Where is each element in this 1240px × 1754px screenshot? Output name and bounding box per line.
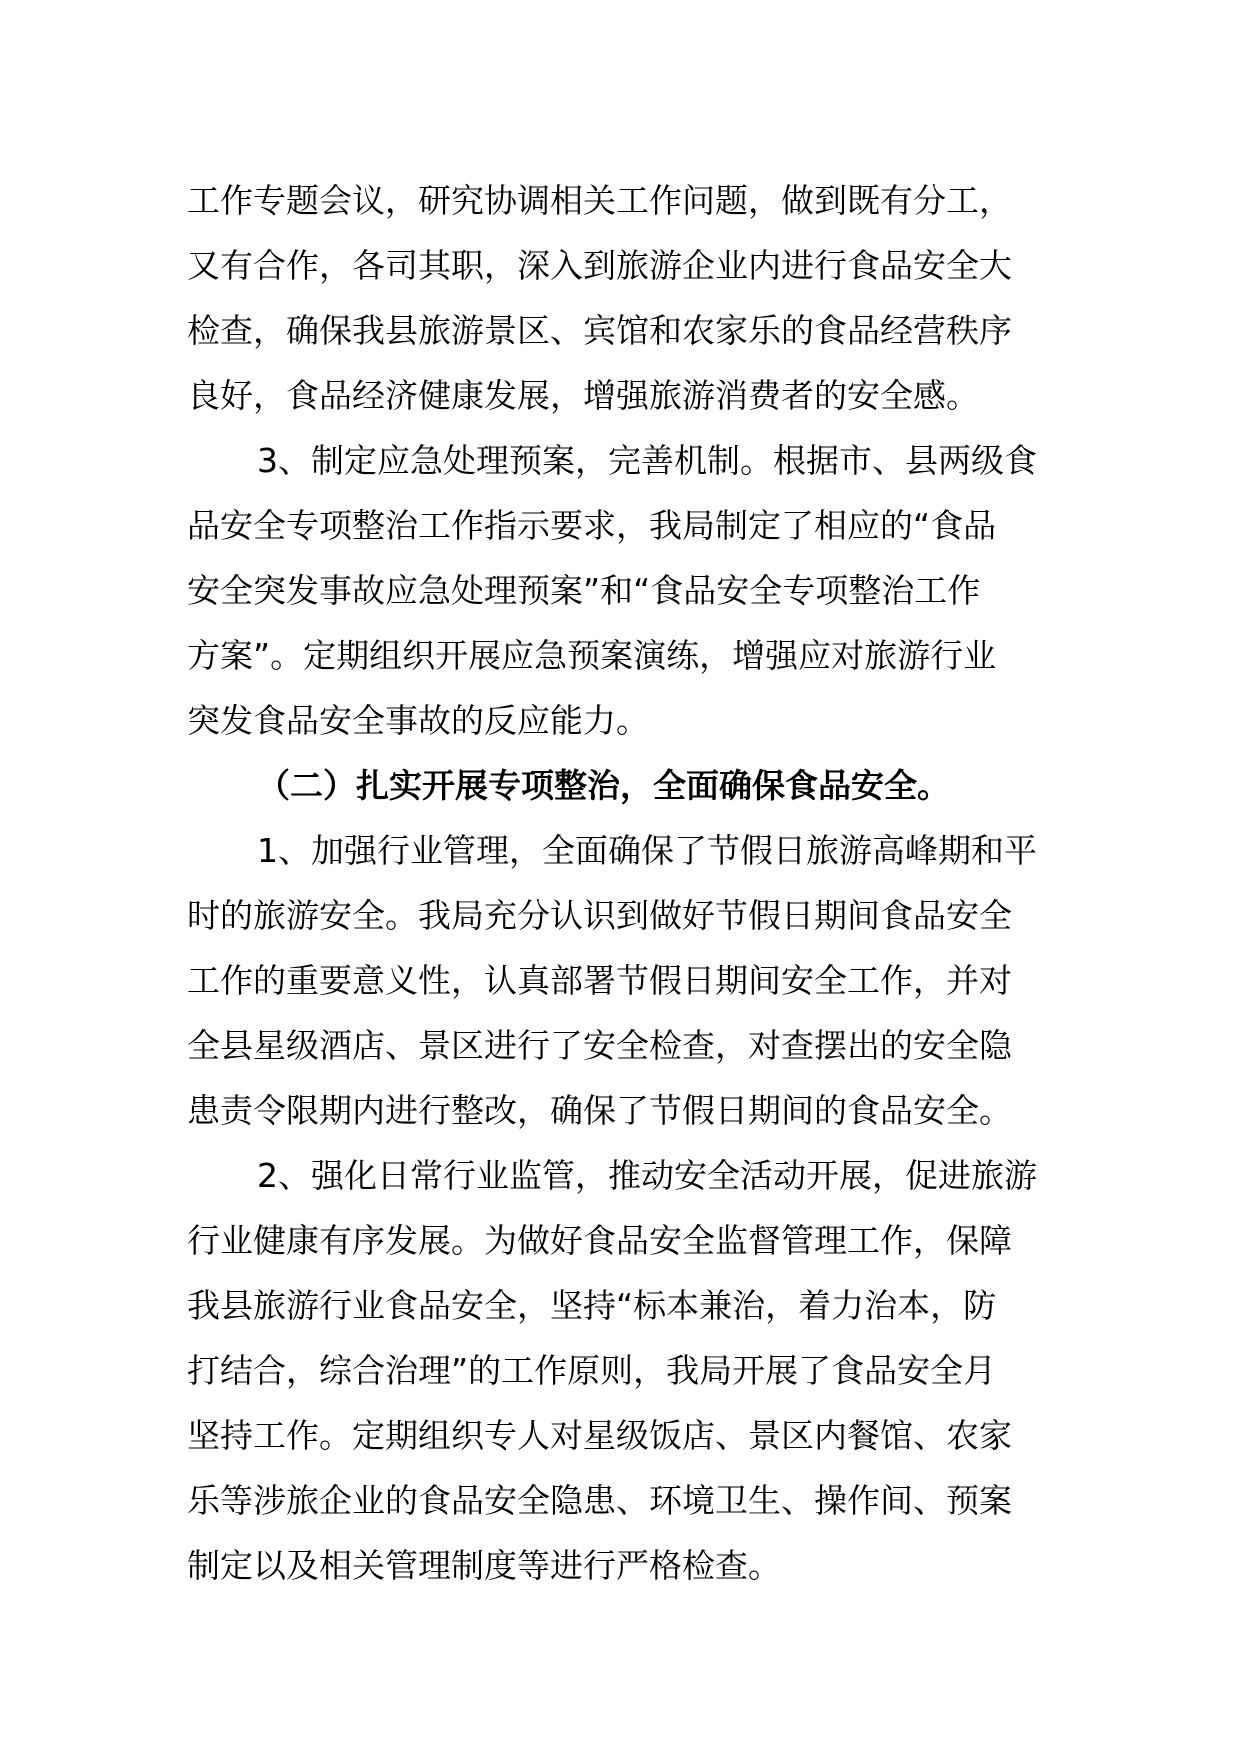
text-line: 工作专题会议，研究协调相关工作问题，做到既有分工，	[187, 181, 1012, 220]
text-line: 行业健康有序发展。为做好食品安全监督管理工作，保障	[187, 1221, 1012, 1260]
text-line: 安全突发事故应急处理预案”和“食品安全专项整治工作	[187, 571, 981, 610]
paragraph-first-line: 2、强化日常行业监管，推动安全活动开展，促进旅游	[257, 1156, 1037, 1195]
text-line: 方案”。定期组织开展应急预案演练，增强应对旅游行业	[187, 636, 997, 675]
text-line: 品安全专项整治工作指示要求，我局制定了相应的“食品	[187, 506, 997, 545]
paragraph-first-line: 1、加强行业管理，全面确保了节假日旅游高峰期和平	[257, 831, 1037, 870]
text-line: 又有合作，各司其职，深入到旅游企业内进行食品安全大	[187, 246, 1012, 285]
text-line: 突发食品安全事故的反应能力。	[187, 701, 649, 740]
section-heading: （二）扎实开展专项整治，全面确保食品安全。	[257, 766, 950, 805]
text-line: 时的旅游安全。我局充分认识到做好节假日期间食品安全	[187, 896, 1012, 935]
text-line: 全县星级酒店、景区进行了安全检查，对查摆出的安全隐	[187, 1026, 1012, 1065]
text-line: 良好，食品经济健康发展，增强旅游消费者的安全感。	[187, 376, 979, 415]
document-body	[187, 168, 1067, 1598]
text-line: 检查，确保我县旅游景区、宾馆和农家乐的食品经营秩序	[187, 311, 1012, 350]
text-line: 乐等涉旅企业的食品安全隐患、环境卫生、操作间、预案	[187, 1481, 1012, 1520]
text-line: 工作的重要意义性，认真部署节假日期间安全工作，并对	[187, 961, 1012, 1000]
paragraph-first-line: 3、制定应急处理预案，完善机制。根据市、县两级食	[257, 441, 1037, 480]
text-line: 打结合，综合治理”的工作原则，我局开展了食品安全月	[187, 1351, 997, 1390]
text-line: 坚持工作。定期组织专人对星级饭店、景区内餐馆、农家	[187, 1416, 1012, 1455]
text-line: 患责令限期内进行整改，确保了节假日期间的食品安全。	[187, 1091, 1012, 1130]
text-line: 我县旅游行业食品安全，坚持“标本兼治，着力治本，防	[187, 1286, 997, 1325]
text-line: 制定以及相关管理制度等进行严格检查。	[187, 1546, 781, 1585]
